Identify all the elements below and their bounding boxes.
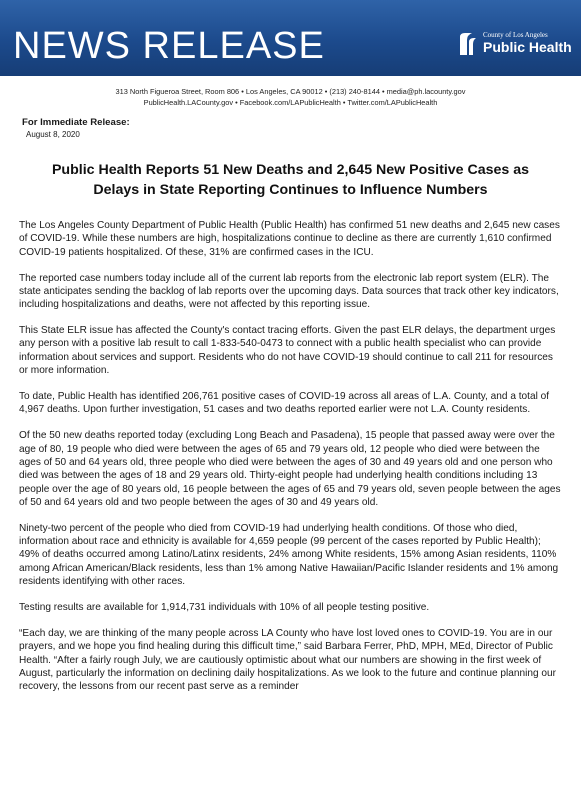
headline-line-1: Public Health Reports 51 New Deaths and 2,645 New Positive Cases as bbox=[51, 162, 530, 178]
headline bbox=[20, 160, 561, 200]
release-label: For Immediate Release: bbox=[22, 117, 130, 128]
paragraph-totals: To date, Public Health has identified 206,761 positive cases of COVID-19 across all areas of L.A. County, and a total of 4,967 deaths. Upon further investigation, 51 cases and two deaths reported earlier were not L.A. County residents. bbox=[19, 391, 550, 416]
paragraph-quote: “Each day, we are thinking of the many people across LA County who have lost loved ones to COVID-19. You are in our prayers, and we hope you find healing during this difficult time,” said Barbara Ferrer, PhD, MPH, MEd, Director of Public Health. “After a fairly rough July, we are cautiously optimistic about what our numbers are showing in the first week of August, particularly the information on declining daily hospitalizations. As we look to the future and continue planning our recovery, the lessons from our recent past serve as a reminder bbox=[19, 627, 556, 693]
paragraph-intro: The Los Angeles County Department of Public Health (Public Health) has confirmed 51 new deaths and 2,645 new cases of COVID-19. While these numbers are high, hospitalizations continue to decline as there are currently 1,610 confirmed COVID-19 patients hospitalized. Of these, 31% are confirmed cases in the ICU. bbox=[19, 220, 560, 258]
paragraph-demographics: Ninety-two percent of the people who died from COVID-19 had underlying health conditions. Of those who died, information about race and ethnicity is available for 4,659 people (99 percent of the cases reported by Public Health); 49% of deaths occurred among Latino/Latinx residents, 24% among White residents, 15% among Asian residents, 110% among African American/Black residents, less than 1% among Native Hawaiian/Pacific Islander residents and 1% among residents identifying with other races. bbox=[19, 522, 559, 587]
county-seal-icon bbox=[456, 31, 478, 57]
logo-public-health-text: Public Health bbox=[483, 39, 572, 55]
headline-line-2: Delays in State Reporting Continues to Influence Numbers bbox=[93, 182, 488, 198]
release-date: August 8, 2020 bbox=[26, 130, 80, 139]
logo-county-text: County of Los Angeles bbox=[483, 31, 548, 39]
contact-web-line: PublicHealth.LACounty.gov • Facebook.com/LAPublicHealth • Twitter.com/LAPublicHealth bbox=[143, 98, 438, 107]
article-body bbox=[19, 219, 563, 706]
contact-info bbox=[0, 86, 581, 108]
paragraph-elr: The reported case numbers today include all of the current lab reports from the electronic lab report system (ELR). The state anticipates sending the backlog of lab reports over the upcoming days. Data sources that track other key indicators, including hospitalizations and deaths, were not affected by this reporting issue. bbox=[19, 272, 559, 311]
contact-address-line: 313 North Figueroa Street, Room 806 • Los Angeles, CA 90012 • (213) 240-8144 • media@ph.lacounty.gov bbox=[115, 87, 466, 96]
paragraph-contact-tracing: This State ELR issue has affected the County's contact tracing efforts. Given the past ELR delays, the department urges any person with a positive lab result to call 1-833-540-0473 to connect with a public health specialist who can provide information about services and support. Residents who do not have COVID-19 should continue to call 211 for resources or more information. bbox=[19, 325, 556, 377]
news-release-banner bbox=[0, 0, 581, 76]
public-health-logo bbox=[456, 31, 576, 61]
banner-title: NEWS RELEASE bbox=[13, 25, 325, 67]
paragraph-new-deaths: Of the 50 new deaths reported today (excluding Long Beach and Pasadena), 15 people that passed away were over the age of 80, 19 people who died were between the ages of 65 and 79 years old, 12 people who died were between the ages of 50 and 64 years old, three people who died were between the ages of 30 and 49 years old and one person who died was between the ages of 18 and 29 years old. Thirty-eight people had underlying health conditions including 13 people over the age of 80 years old, 16 people between the ages of 65 and 79 years old, seven people between the ages of 50 and 64 years old and two people between the ages of 30 and 49 years old. bbox=[19, 430, 561, 508]
paragraph-testing: Testing results are available for 1,914,731 individuals with 10% of all people testing positive. bbox=[19, 601, 430, 613]
